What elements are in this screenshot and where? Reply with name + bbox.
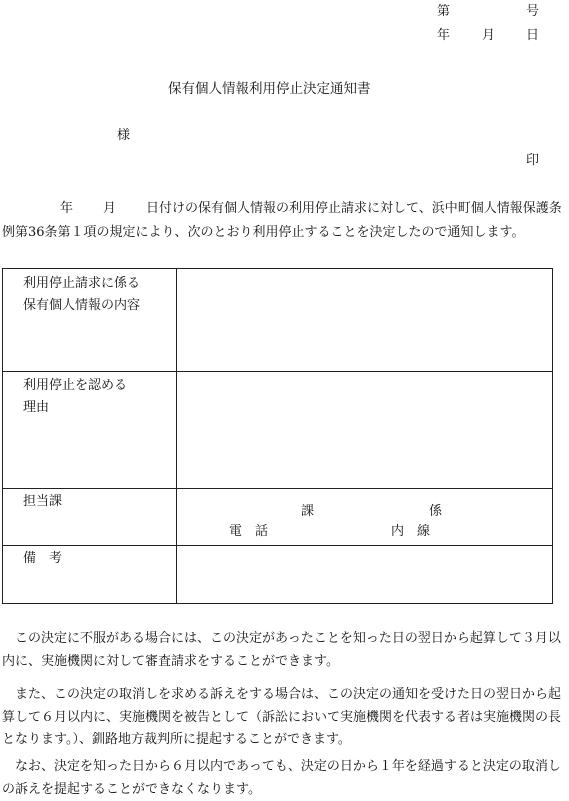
row-target-info-label-line2: 保有個人情報の内容 [23,298,141,313]
row-reason-label [23,375,127,419]
intro-month: 月 [103,201,117,216]
row-reason-label-line2: 理由 [23,400,50,415]
row-department-label: 担当課 [23,494,63,509]
date-day-label: 日 [526,28,540,43]
intro-text: 日付けの保有個人情報の利用停止請求に対して、浜中町個人情報保護条例第36条第１項の規定により、次のとおり利用停止することを決定したので通知します。 [2,201,562,240]
note-appeal-paragraph [2,628,568,673]
note-deadline-paragraph [2,756,568,801]
department-phone-label: 電 話 [229,524,269,539]
note-lawsuit-paragraph [2,684,568,752]
seal-label: 印 [526,153,540,168]
table-column-divider [176,269,177,603]
table-row-divider-1 [3,371,552,372]
department-ka-label: 課 [301,504,315,519]
table-row-divider-2 [3,488,552,489]
note-appeal-text: この決定に不服がある場合には、この決定があったことを知った日の翌日から起算して３月以内に、実施機関に対して審査請求をすることができます。 [2,631,561,669]
note-lawsuit-text: また、この決定の取消しを求める訴えをする場合は、この決定の通知を受けた日の翌日から起算して６月以内に、実施機関を被告として（訴訟において実施機関を代表する者は実施機関の長となります。）、釧路地方裁判所に提起することができます。 [2,687,562,747]
intro-paragraph [2,197,568,245]
intro-year: 年 [60,201,74,216]
date-month-label: 月 [482,28,496,43]
table-row-divider-3 [3,545,552,546]
date-year-label: 年 [437,28,451,43]
document-title: 保有個人情報利用停止決定通知書 [168,81,371,97]
addressee-suffix: 様 [117,128,131,143]
note-deadline-text: なお、決定を知った日から６月以内であっても、決定の日から１年を経過すると決定の取消しの訴えを提起することができなくなります。 [2,759,561,797]
row-reason-label-line1: 利用停止を認める [23,378,128,393]
number-label-dai: 第 [437,4,451,19]
department-extension-label: 内 線 [391,524,431,539]
row-target-info-label-line1: 利用停止請求に係る [23,276,141,291]
department-kakari-label: 係 [429,504,443,519]
decision-table [2,268,553,604]
row-target-info-label [23,273,140,317]
row-remarks-label: 備 考 [23,551,63,566]
number-label-go: 号 [526,4,540,19]
